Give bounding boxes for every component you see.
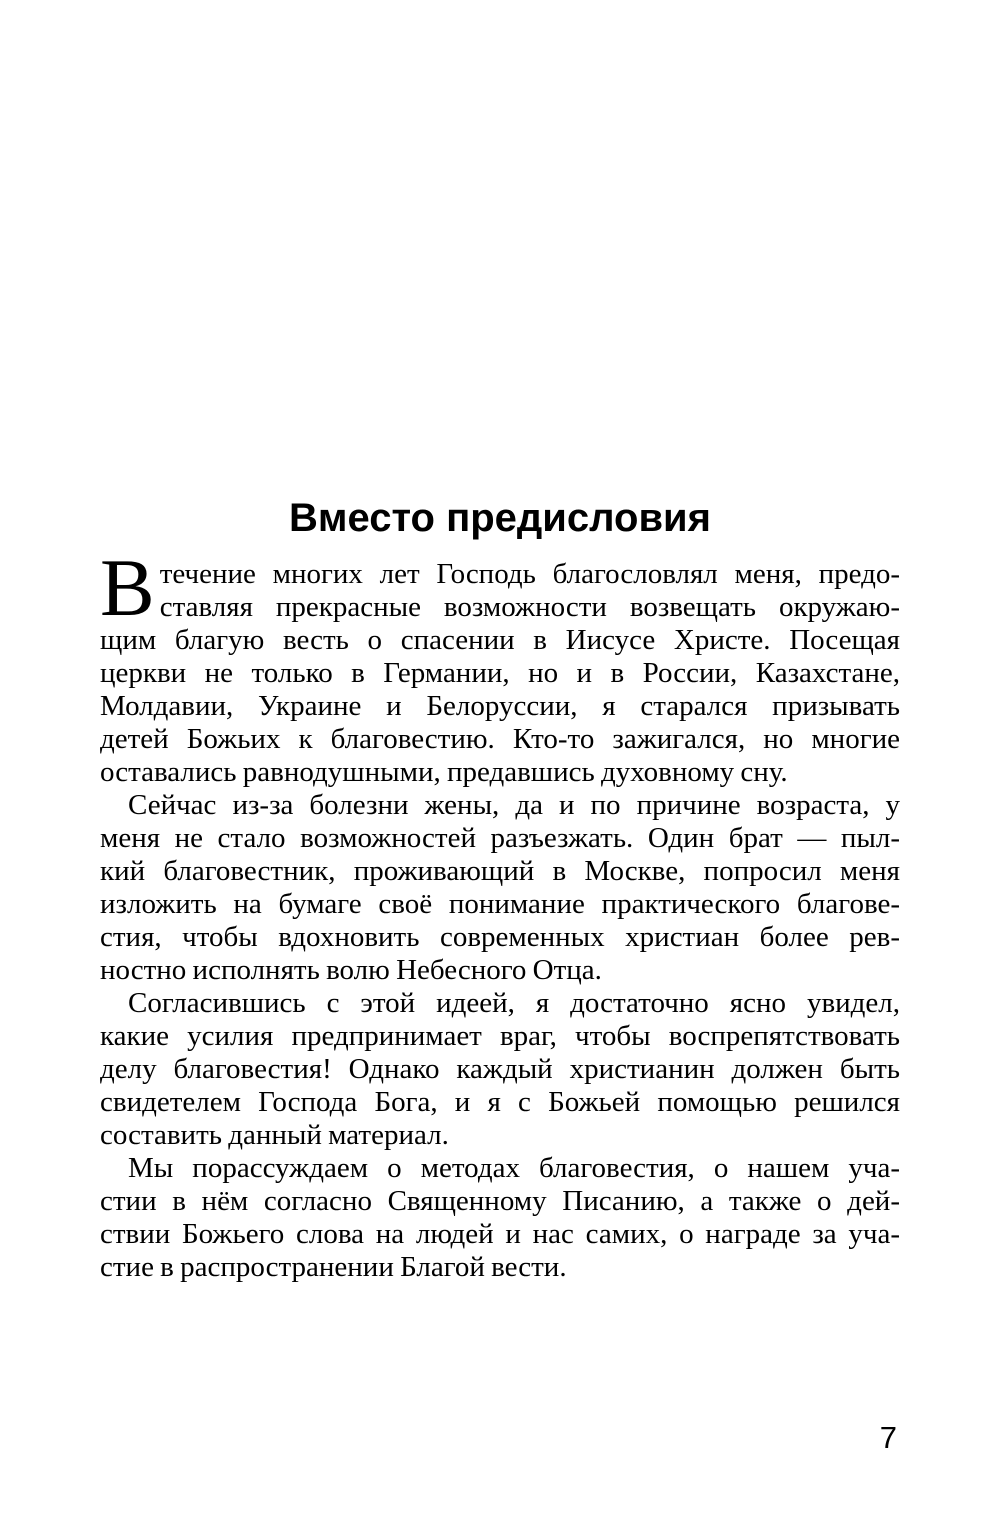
text-line: стия, чтобы вдохновить современных христиан более рев- [100, 921, 900, 953]
text-line: свидетелем Господа Бога, и я с Божьей помощью решился [100, 1086, 900, 1118]
text-line: ствии Божьего слова на людей и нас самих, о награде за уча- [100, 1218, 900, 1250]
drop-cap: В [100, 542, 155, 633]
page-number: 7 [879, 1420, 897, 1455]
text-line: Согласившись с этой идеей, я достаточно ясно увидел, [128, 987, 900, 1019]
paragraph [100, 789, 900, 987]
paragraph [100, 987, 900, 1152]
text-line: церкви не только в Германии, но и в России, Казахстане, [100, 657, 900, 689]
text-line: кий благовестник, проживающий в Москве, попросил меня [100, 855, 900, 887]
text-line: составить данный материал. [100, 1119, 449, 1151]
chapter-title: Вместо предисловия [289, 496, 711, 540]
body-text [100, 542, 900, 1284]
paragraph [100, 542, 900, 789]
text-line: течение многих лет Господь благословлял меня, предо- [159, 558, 900, 590]
text-line: делу благовестия! Однако каждый христианин должен быть [100, 1053, 900, 1085]
text-line: ставляя прекрасные возможности возвещать окружаю- [159, 591, 900, 623]
text-line: стие в распространении Благой вести. [100, 1251, 567, 1283]
text-line: изложить на бумаге своё понимание практического благове- [100, 888, 900, 920]
text-line: ностно исполнять волю Небесного Отца. [100, 954, 602, 986]
text-line: щим благую весть о спасении в Иисусе Христе. Посещая [100, 624, 900, 656]
text-line: оставались равнодушными, предавшись духовному сну. [100, 756, 788, 788]
text-line: детей Божьих к благовестию. Кто-то зажигался, но многие [100, 723, 900, 755]
text-line: Сейчас из-за болезни жены, да и по причине возраста, у [128, 789, 900, 821]
text-line: стии в нём согласно Священному Писанию, а также о дей- [100, 1185, 900, 1217]
text-line: какие усилия предпринимает враг, чтобы воспрепятствовать [100, 1020, 900, 1052]
text-line: меня не стало возможностей разъезжать. Один брат — пыл- [100, 822, 900, 854]
paragraph [100, 1152, 900, 1284]
text-line: Мы порассуждаем о методах благовестия, о нашем уча- [128, 1152, 900, 1184]
text-line: Молдавии, Украине и Белоруссии, я старался призывать [100, 690, 900, 722]
